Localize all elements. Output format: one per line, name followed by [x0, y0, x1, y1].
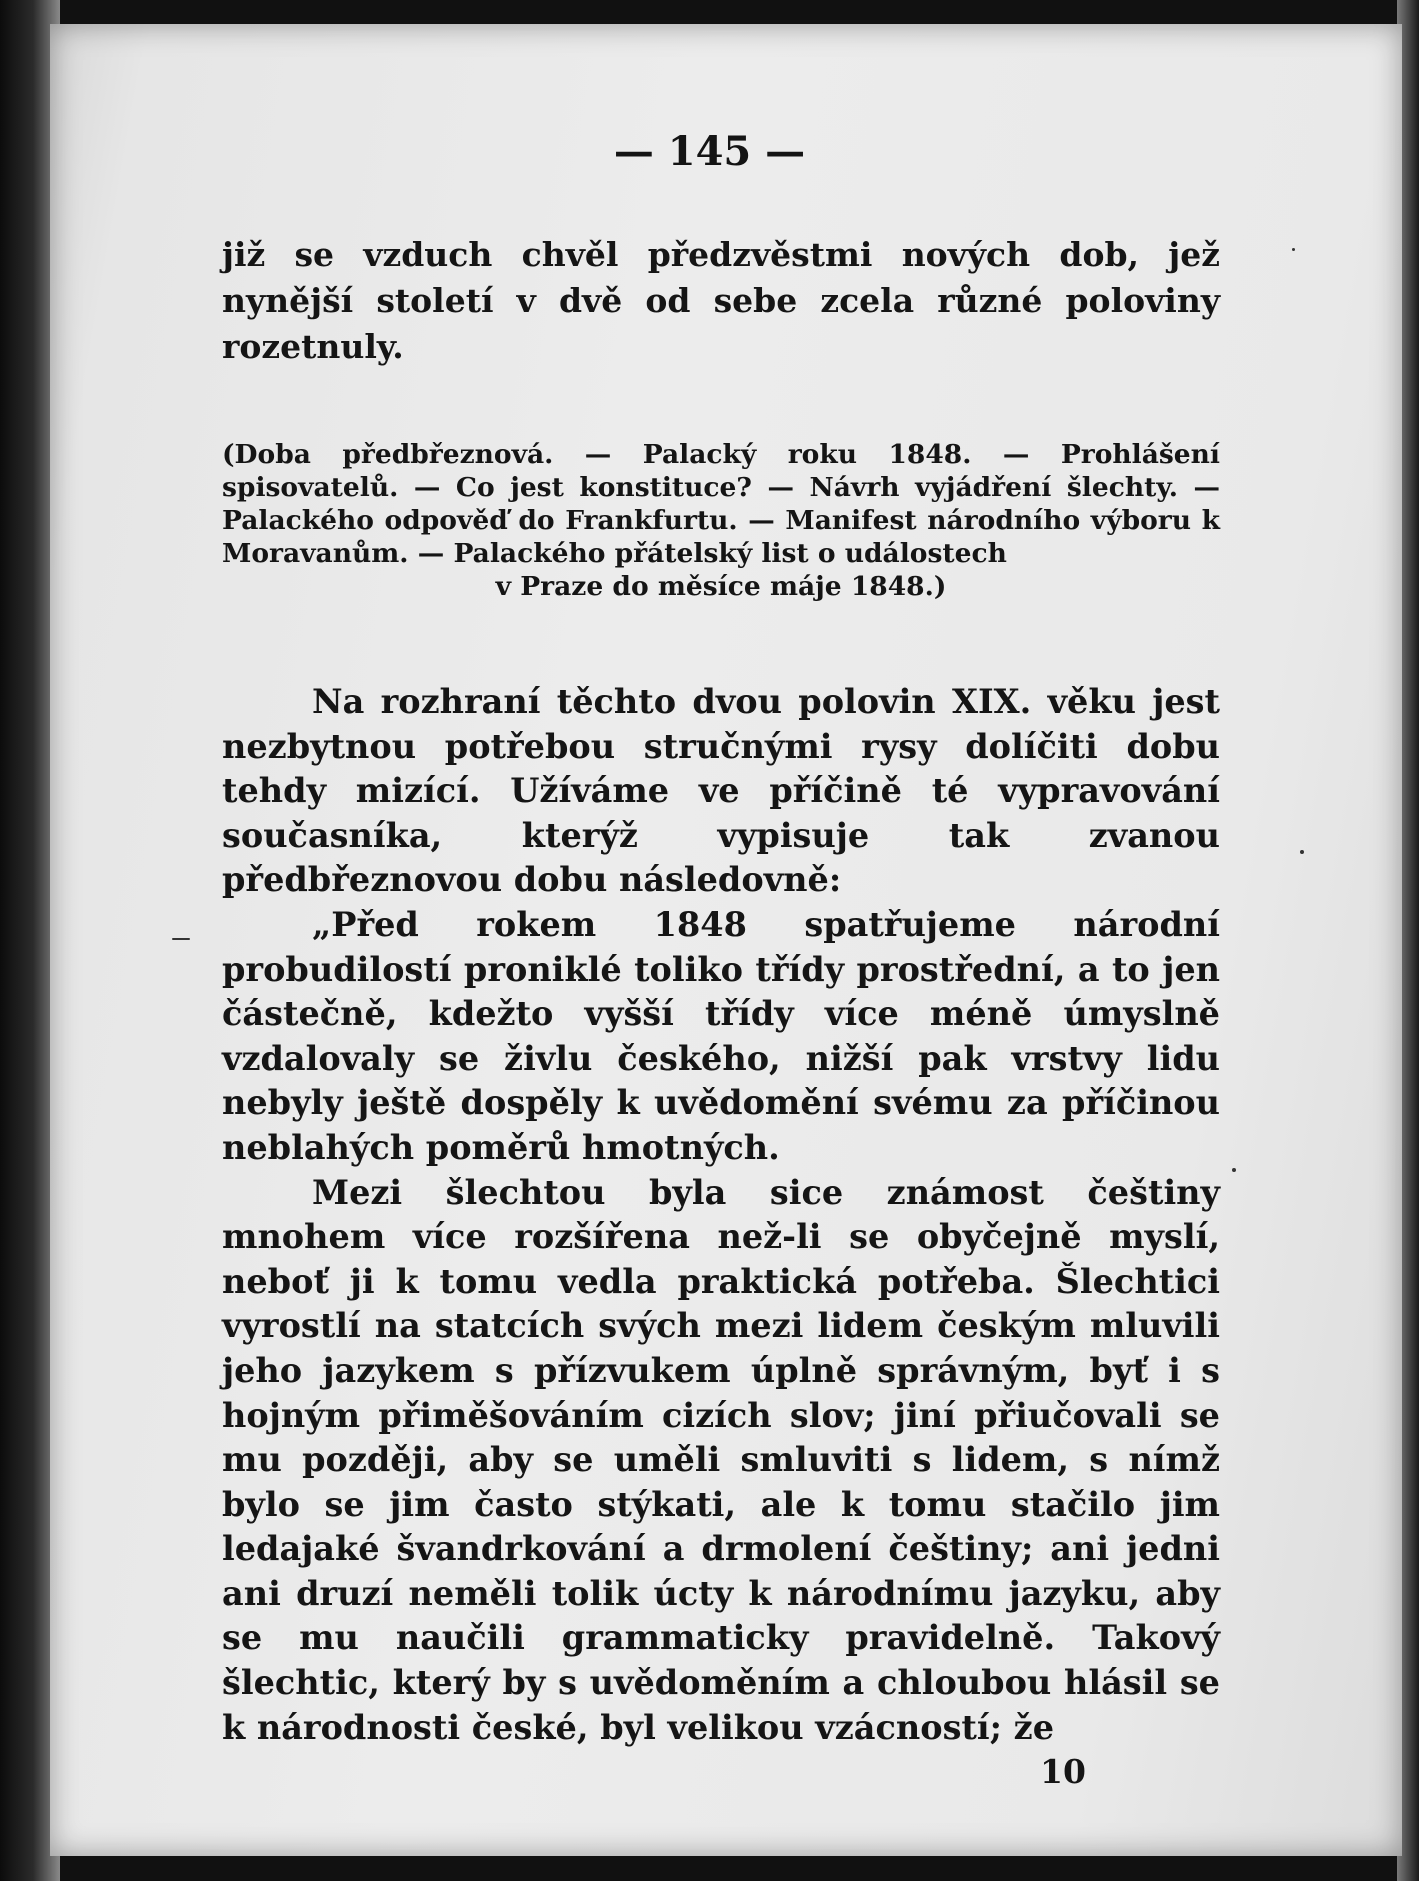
paragraph: „Před rokem 1848 spatřujeme národní probudilostí proniklé toliko třídy prostřední, a to jen částečně, kdežto vyšší třídy více méně úmyslně vzdalovaly se živlu českého, nižší pak vrstvy lidu nebyly ještě dospěly k uvědomění svému za příčinou neblahých poměrů hmotných. [222, 904, 1220, 1167]
ink-speck [1300, 850, 1304, 854]
chapter-summary [222, 438, 1220, 603]
opening-lines: již se vzduch chvěl předzvěstmi nových dob, jež nynější století v dvě od sebe zcela různé poloviny rozetnuly. [222, 235, 1220, 366]
paragraph: Na rozhraní těchto dvou polovin XIX. věku jest nezbytnou potřebou stručnými rysy dolíčiti dobu tehdy mizící. Užíváme ve příčině té vypravování současníka, kterýž vypisuje tak zvanou předbřeznovou dobu následovně: [222, 682, 1220, 900]
ink-speck [1232, 1168, 1236, 1172]
paragraph: Mezi šlechtou byla sice známost češtiny mnohem více rozšířena než-li se obyčejně myslí, neboť ji k tomu vedla praktická potřeba. Šlechtici vyrostlí na statcích svých mezi lidem českým mluvili jeho jazykem s přízvukem úplně správným, byť i s hojným přiměšováním cizích slov; jiní přiučovali se mu později, aby se uměli smluviti s lidem, s nímž bylo se jim často stýkati, ale k tomu stačilo jim ledajaké švandrkování a drmolení češtiny; ani jedni ani druzí neměli tolik úcty k národnímu jazyku, aby se mu naučili grammaticky pravidelně. Takový šlechtic, který by s uvědoměním a chloubou hlásil se k národnosti české, byl velikou vzácností; že [222, 1172, 1220, 1747]
chapter-summary-last-line: v Praze do měsíce máje 1848.) [495, 571, 947, 602]
signature-mark: 10 [1040, 1752, 1086, 1791]
body-text [222, 680, 1220, 1750]
ink-speck [1292, 248, 1295, 251]
page-number: — 145 — [613, 128, 806, 175]
chapter-summary-main: (Doba předbřeznová. — Palacký roku 1848. — Prohlášení spisovatelů. — Co jest konstituce? — Návrh vyjádření šlechty. — Palackého odpověď do Frankfurtu. — Manifest národního výboru k Moravanům. — Palackého přátelský list o událostech [222, 439, 1220, 569]
ink-speck [172, 938, 190, 940]
